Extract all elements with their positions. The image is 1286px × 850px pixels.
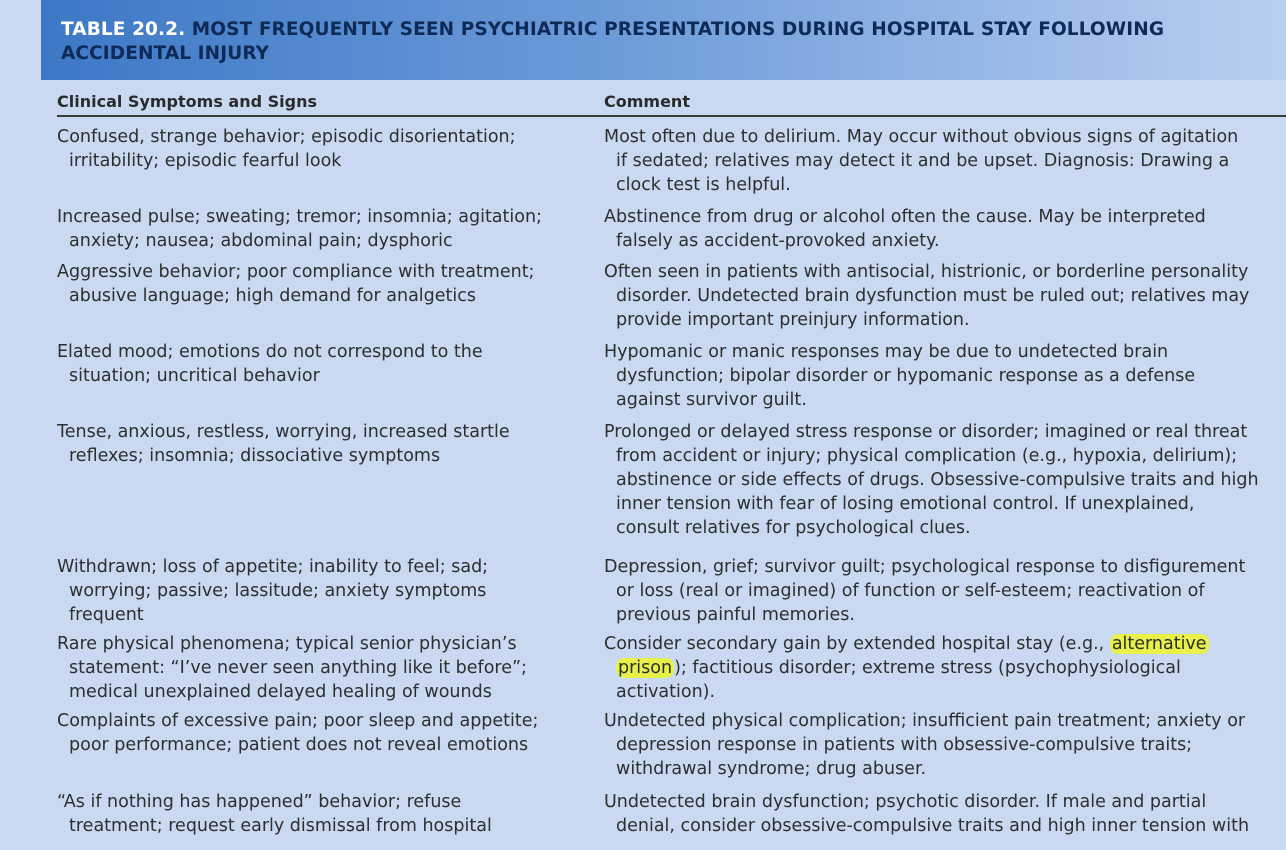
comment-line: Depression, grief; survivor guilt; psychological response to disfigurement xyxy=(604,557,1246,577)
comment-line: inner tension with fear of losing emotional control. If unexplained, xyxy=(616,494,1195,514)
symptoms-cell xyxy=(57,632,577,704)
symptoms-line: medical unexplained delayed healing of wounds xyxy=(69,682,492,702)
symptoms-line: poor performance; patient does not reveal emotions xyxy=(69,735,529,755)
comment-cell xyxy=(604,205,1286,253)
symptoms-cell xyxy=(57,420,577,468)
symptoms-line: Withdrawn; loss of appetite; inability to feel; sad; xyxy=(57,557,489,577)
comment-cell xyxy=(604,125,1286,197)
symptoms-line: Rare physical phenomena; typical senior physician’s xyxy=(57,634,517,654)
comment-line: Most often due to delirium. May occur without obvious signs of agitation xyxy=(604,127,1239,147)
comment-line: provide important preinjury information. xyxy=(616,310,970,330)
symptoms-line: Complaints of excessive pain; poor sleep and appetite; xyxy=(57,711,539,731)
comment-text: Consider secondary gain by extended hospital stay (e.g., xyxy=(604,634,1110,654)
comment-cell xyxy=(604,555,1286,627)
table-title xyxy=(61,18,1261,66)
comment-line: Often seen in patients with antisocial, histrionic, or borderline personality xyxy=(604,262,1249,282)
comment-line: previous painful memories. xyxy=(616,605,855,625)
comment-line: Prolonged or delayed stress response or disorder; imagined or real threat xyxy=(604,422,1248,442)
symptoms-line: Increased pulse; sweating; tremor; insomnia; agitation; xyxy=(57,207,542,227)
symptoms-line: statement: “I’ve never seen anything like it before”; xyxy=(69,658,527,678)
symptoms-line: anxiety; nausea; abdominal pain; dysphoric xyxy=(69,231,453,251)
comment-line: dysfunction; bipolar disorder or hypomanic response as a defense xyxy=(616,366,1196,386)
comment-line: Hypomanic or manic responses may be due to undetected brain xyxy=(604,342,1169,362)
symptoms-cell xyxy=(57,260,577,308)
column-header-comment: Comment xyxy=(604,92,690,111)
comment-line: denial, consider obsessive-compulsive traits and high inner tension with xyxy=(616,816,1250,836)
symptoms-line: irritability; episodic fearful look xyxy=(69,151,342,171)
symptoms-cell xyxy=(57,790,577,838)
symptoms-cell xyxy=(57,125,577,173)
symptoms-cell xyxy=(57,205,577,253)
symptoms-line: Tense, anxious, restless, worrying, increased startle xyxy=(57,422,510,442)
comment-line: from accident or injury; physical complication (e.g., hypoxia, delirium); xyxy=(616,446,1238,466)
table-label: TABLE 20.2. xyxy=(61,19,186,40)
symptoms-cell xyxy=(57,709,577,757)
comment-line: falsely as accident-provoked anxiety. xyxy=(616,231,940,251)
comment-line: clock test is helpful. xyxy=(616,175,791,195)
column-header-symptoms: Clinical Symptoms and Signs xyxy=(57,92,317,111)
symptoms-line: reflexes; insomnia; dissociative symptoms xyxy=(69,446,441,466)
comment-cell xyxy=(604,632,1286,704)
comment-cell xyxy=(604,709,1286,781)
comment-line xyxy=(604,632,1286,656)
table-title-line1: MOST FREQUENTLY SEEN PSYCHIATRIC PRESENTATIONS DURING HOSPITAL STAY FOLLOWING xyxy=(191,19,1165,40)
comment-line: against survivor guilt. xyxy=(616,390,807,410)
symptoms-cell xyxy=(57,340,577,388)
table-title-line2: ACCIDENTAL INJURY xyxy=(61,43,270,64)
comment-line: abstinence or side effects of drugs. Obsessive-compulsive traits and high xyxy=(616,470,1259,490)
symptoms-cell xyxy=(57,555,577,627)
text-highlight: alternative xyxy=(1111,634,1207,654)
comment-line: Abstinence from drug or alcohol often the cause. May be interpreted xyxy=(604,207,1206,227)
comment-cell xyxy=(604,420,1286,540)
symptoms-line: situation; uncritical behavior xyxy=(69,366,320,386)
comment-line: if sedated; relatives may detect it and be upset. Diagnosis: Drawing a xyxy=(616,151,1230,171)
text-highlight: prison xyxy=(618,658,673,678)
symptoms-line: Aggressive behavior; poor compliance with treatment; xyxy=(57,262,535,282)
comment-line: Undetected brain dysfunction; psychotic disorder. If male and partial xyxy=(604,792,1207,812)
table-header-row xyxy=(57,91,1286,117)
comment-line: withdrawal syndrome; drug abuser. xyxy=(616,759,927,779)
symptoms-line: abusive language; high demand for analgetics xyxy=(69,286,477,306)
symptoms-line: “As if nothing has happened” behavior; refuse xyxy=(57,792,462,812)
comment-line xyxy=(604,656,1286,680)
symptoms-line: Confused, strange behavior; episodic disorientation; xyxy=(57,127,516,147)
comment-line: consult relatives for psychological clues. xyxy=(616,518,971,538)
comment-line: disorder. Undetected brain dysfunction must be ruled out; relatives may xyxy=(616,286,1250,306)
symptoms-line: Elated mood; emotions do not correspond to the xyxy=(57,342,483,362)
comment-cell xyxy=(604,260,1286,332)
symptoms-line: frequent xyxy=(69,605,144,625)
comment-line: depression response in patients with obsessive-compulsive traits; xyxy=(616,735,1193,755)
comment-line: activation). xyxy=(616,682,716,702)
comment-cell xyxy=(604,340,1286,412)
comment-line: or loss (real or imagined) of function or self-esteem; reactivation of xyxy=(616,581,1205,601)
symptoms-line: worrying; passive; lassitude; anxiety symptoms xyxy=(69,581,487,601)
comment-line: Undetected physical complication; insufficient pain treatment; anxiety or xyxy=(604,711,1246,731)
comment-cell xyxy=(604,790,1286,838)
comment-text: ); factitious disorder; extreme stress (psychophysiological xyxy=(674,658,1181,678)
symptoms-line: treatment; request early dismissal from hospital xyxy=(69,816,492,836)
